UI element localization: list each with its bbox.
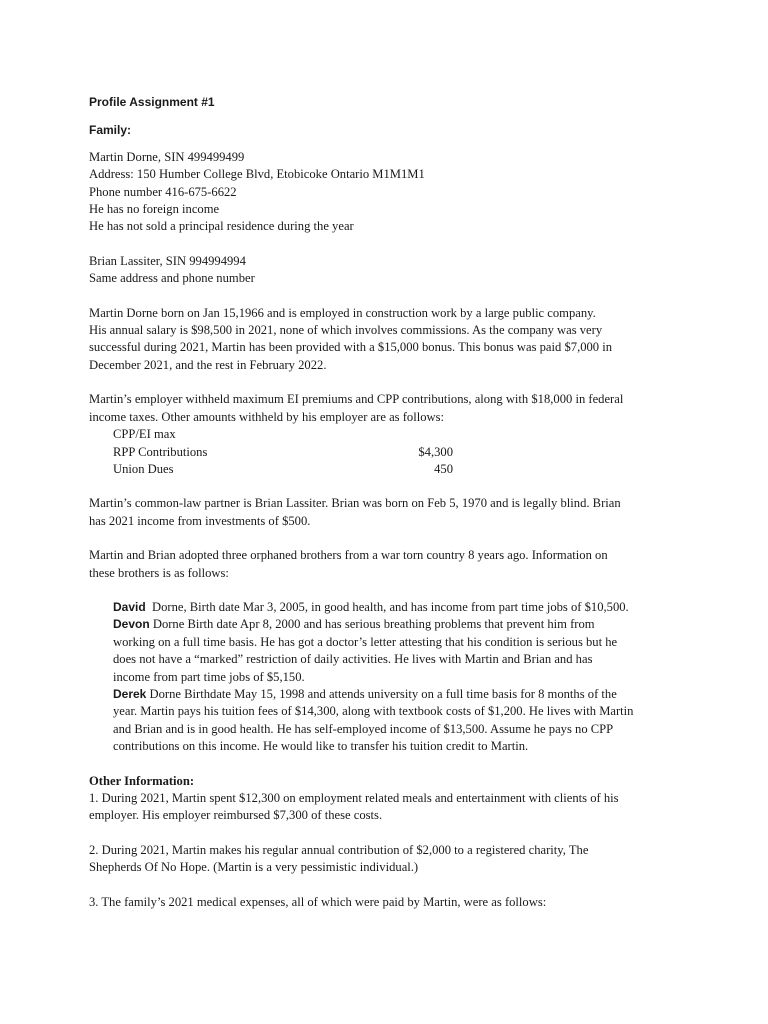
child-name: Derek bbox=[113, 686, 147, 701]
other-item-1 bbox=[89, 790, 708, 825]
text-line: Martin’s employer withheld maximum EI premiums and CPP contributions, along with $18,000 in federal bbox=[89, 392, 624, 407]
amount-value: $4,300 bbox=[418, 444, 453, 459]
withheld-paragraph bbox=[89, 391, 708, 426]
text-line: and Brian and is in good health. He has self-employed income of $13,500. Assume he pays no CPP bbox=[113, 721, 614, 736]
text-line bbox=[113, 599, 708, 616]
text-line: December 2021, and the rest in February 2022. bbox=[89, 357, 327, 372]
amount-row bbox=[113, 461, 453, 478]
text-line: working on a full time basis. He has got a doctor’s letter attesting that his condition is serious but he bbox=[113, 634, 618, 649]
martin-details bbox=[89, 149, 708, 236]
text-line: 3. The family’s 2021 medical expenses, all of which were paid by Martin, were as follows: bbox=[89, 894, 547, 909]
text-line: employer. His employer reimbursed $7,300 of these costs. bbox=[89, 808, 383, 823]
text-line: Martin’s common-law partner is Brian Lassiter. Brian was born on Feb 5, 1970 and is legally blind. Brian bbox=[89, 496, 621, 511]
text-line: Same address and phone number bbox=[89, 271, 255, 286]
text-line: He has not sold a principal residence during the year bbox=[89, 219, 354, 234]
partner-paragraph bbox=[89, 495, 708, 530]
brian-details bbox=[89, 253, 708, 288]
amount-label: Union Dues bbox=[113, 461, 174, 476]
employment-paragraph bbox=[89, 305, 708, 375]
text-line bbox=[113, 686, 708, 703]
text-line: 1. During 2021, Martin spent $12,300 on employment related meals and entertainment with clients of his bbox=[89, 791, 619, 805]
text-line: successful during 2021, Martin has been provided with a $15,000 bonus. This bonus was paid $7,000 in bbox=[89, 340, 613, 355]
text-line: Address: 150 Humber College Blvd, Etobicoke Ontario M1M1M1 bbox=[89, 167, 425, 182]
text-line: Brian Lassiter, SIN 994994994 bbox=[89, 253, 246, 268]
child-name: Devon bbox=[113, 617, 150, 632]
text-line bbox=[113, 616, 708, 633]
child-text: Dorne Birthdate May 15, 1998 and attends university on a full time basis for 8 months of the bbox=[149, 686, 617, 701]
amount-label: CPP/EI max bbox=[113, 427, 176, 442]
text-line: 2. During 2021, Martin makes his regular annual contribution of $2,000 to a registered charity, The bbox=[89, 842, 589, 857]
text-line: Martin Dorne, SIN 499499499 bbox=[89, 149, 245, 164]
amount-row bbox=[113, 426, 453, 443]
child-text: Dorne, Birth date Mar 3, 2005, in good health, and has income from part time jobs of $10,500. bbox=[151, 599, 629, 614]
family-heading: Family: bbox=[89, 123, 132, 138]
text-line: His annual salary is $98,500 in 2021, none of which involves commissions. As the company was very bbox=[89, 323, 603, 338]
text-line: does not have a “marked” restriction of daily activities. He lives with Martin and Brian and has bbox=[113, 652, 593, 667]
amount-label: RPP Contributions bbox=[113, 444, 208, 459]
text-line: has 2021 income from investments of $500. bbox=[89, 513, 311, 528]
other-item-3 bbox=[89, 894, 708, 911]
text-line: He has no foreign income bbox=[89, 202, 220, 217]
child-david bbox=[113, 599, 708, 616]
amount-value: 450 bbox=[434, 461, 453, 476]
text-line: income taxes. Other amounts withheld by his employer are as follows: bbox=[89, 409, 444, 424]
other-information-heading: Other Information: bbox=[89, 773, 195, 788]
text-line: Shepherds Of No Hope. (Martin is a very pessimistic individual.) bbox=[89, 860, 419, 875]
amount-row bbox=[113, 444, 453, 461]
text-line: Phone number 416-675-6622 bbox=[89, 184, 237, 199]
text-line: Martin Dorne born on Jan 15,1966 and is employed in construction work by a large public company. bbox=[89, 305, 596, 320]
text-line: Martin and Brian adopted three orphaned brothers from a war torn country 8 years ago. Information on bbox=[89, 548, 608, 563]
amount-value bbox=[373, 426, 453, 443]
child-derek bbox=[113, 686, 708, 756]
text-line: income from part time jobs of $5,150. bbox=[113, 669, 305, 684]
child-devon bbox=[113, 616, 708, 686]
text-line: year. Martin pays his tuition fees of $14,300, along with textbook costs of $1,200. He lives with Martin bbox=[113, 704, 634, 719]
adopted-paragraph bbox=[89, 547, 708, 582]
child-text: Dorne Birth date Apr 8, 2000 and has serious breathing problems that prevent him from bbox=[152, 617, 595, 632]
text-line: these brothers is as follows: bbox=[89, 565, 229, 580]
document-title: Profile Assignment #1 bbox=[89, 95, 215, 109]
other-item-2 bbox=[89, 842, 708, 877]
text-line: contributions on this income. He would like to transfer his tuition credit to Martin. bbox=[113, 739, 529, 754]
withheld-amounts-table bbox=[113, 426, 708, 478]
child-name: David bbox=[113, 599, 146, 614]
